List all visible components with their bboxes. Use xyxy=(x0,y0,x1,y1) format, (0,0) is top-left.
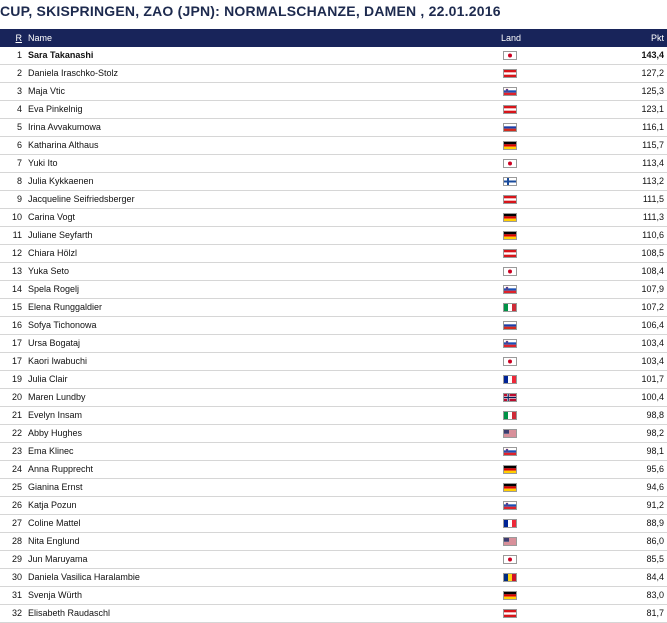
flag-ger-icon xyxy=(503,591,517,600)
rank-cell: 13 xyxy=(11,266,22,276)
table-row[interactable] xyxy=(0,83,667,101)
country-flag-icon xyxy=(503,465,517,474)
rank-cell: 28 xyxy=(11,536,22,546)
rank-cell: 31 xyxy=(11,590,22,600)
flag-ger-icon xyxy=(503,231,517,240)
rank-cell: 16 xyxy=(11,320,22,330)
flag-ita-icon xyxy=(503,303,517,312)
country-flag-icon xyxy=(503,339,517,348)
flag-usa-icon xyxy=(503,537,517,546)
athlete-name: Katja Pozun xyxy=(28,500,77,510)
country-flag-icon xyxy=(503,411,517,420)
points-cell: 98,2 xyxy=(646,428,664,438)
flag-rus-icon xyxy=(503,321,517,330)
table-row[interactable] xyxy=(0,209,667,227)
athlete-name: Yuki Ito xyxy=(28,158,58,168)
points-cell: 108,4 xyxy=(641,266,664,276)
flag-aut-icon xyxy=(503,195,517,204)
table-row[interactable] xyxy=(0,173,667,191)
flag-slo-icon xyxy=(503,87,517,96)
points-cell: 88,9 xyxy=(646,518,664,528)
table-row[interactable] xyxy=(0,317,667,335)
flag-rou-icon xyxy=(503,573,517,582)
table-row[interactable] xyxy=(0,119,667,137)
points-cell: 110,6 xyxy=(642,230,664,240)
table-row[interactable] xyxy=(0,407,667,425)
athlete-name: Jacqueline Seifriedsberger xyxy=(28,194,135,204)
athlete-name: Ursa Bogataj xyxy=(28,338,81,348)
table-row[interactable] xyxy=(0,443,667,461)
table-row[interactable] xyxy=(0,605,667,623)
header-name[interactable]: Name xyxy=(28,33,53,43)
country-flag-icon xyxy=(503,591,517,600)
country-flag-icon xyxy=(503,141,517,150)
table-header xyxy=(0,29,667,47)
table-row[interactable] xyxy=(0,587,667,605)
country-flag-icon xyxy=(503,501,517,510)
country-flag-icon xyxy=(503,267,517,276)
rank-cell: 11 xyxy=(12,230,22,240)
points-cell: 125,3 xyxy=(641,86,664,96)
country-flag-icon xyxy=(503,375,517,384)
country-flag-icon xyxy=(503,69,517,78)
points-cell: 86,0 xyxy=(646,536,664,546)
country-flag-icon xyxy=(503,123,517,132)
flag-aut-icon xyxy=(503,249,517,258)
table-row[interactable] xyxy=(0,281,667,299)
athlete-name: Katharina Althaus xyxy=(28,140,99,150)
results-table xyxy=(0,29,667,623)
table-row[interactable] xyxy=(0,191,667,209)
country-flag-icon xyxy=(503,105,517,114)
country-flag-icon xyxy=(503,303,517,312)
country-flag-icon xyxy=(503,555,517,564)
athlete-name: Evelyn Insam xyxy=(28,410,83,420)
points-cell: 116,1 xyxy=(642,122,664,132)
points-cell: 111,5 xyxy=(642,194,664,204)
rank-cell: 7 xyxy=(16,158,22,168)
table-row[interactable] xyxy=(0,137,667,155)
country-flag-icon xyxy=(503,249,517,258)
athlete-name: Irina Avvakumowa xyxy=(28,122,101,132)
rank-cell: 4 xyxy=(16,104,22,114)
athlete-name: Daniela Vasilica Haralambie xyxy=(28,572,140,582)
table-row[interactable] xyxy=(0,263,667,281)
points-cell: 143,4 xyxy=(641,50,664,60)
flag-jpn-icon xyxy=(503,555,517,564)
rank-cell: 15 xyxy=(11,302,22,312)
flag-ger-icon xyxy=(503,213,517,222)
table-row[interactable] xyxy=(0,389,667,407)
flag-ita-icon xyxy=(503,411,517,420)
rank-cell: 23 xyxy=(11,446,22,456)
flag-fra-icon xyxy=(503,375,517,384)
athlete-name: Maja Vtic xyxy=(28,86,66,96)
country-flag-icon xyxy=(503,447,517,456)
athlete-name: Jun Maruyama xyxy=(28,554,88,564)
flag-aut-icon xyxy=(503,69,517,78)
points-cell: 106,4 xyxy=(641,320,664,330)
country-flag-icon xyxy=(503,519,517,528)
rank-cell: 30 xyxy=(11,572,22,582)
rank-cell: 32 xyxy=(11,608,22,618)
table-row[interactable] xyxy=(0,245,667,263)
athlete-name: Maren Lundby xyxy=(28,392,86,402)
rank-cell: 17 xyxy=(11,338,22,348)
athlete-name: Sofya Tichonowa xyxy=(28,320,97,330)
rank-cell: 20 xyxy=(11,392,22,402)
rank-cell: 26 xyxy=(11,500,22,510)
points-cell: 111,3 xyxy=(642,212,664,222)
points-cell: 95,6 xyxy=(646,464,664,474)
flag-ger-icon xyxy=(503,465,517,474)
table-row[interactable] xyxy=(0,479,667,497)
flag-usa-icon xyxy=(503,429,517,438)
rank-cell: 21 xyxy=(11,410,22,420)
header-land[interactable]: Land xyxy=(500,33,522,43)
rank-cell: 2 xyxy=(16,68,22,78)
flag-rus-icon xyxy=(503,123,517,132)
points-cell: 83,0 xyxy=(646,590,664,600)
athlete-name: Juliane Seyfarth xyxy=(28,230,93,240)
athlete-name: Elisabeth Raudaschl xyxy=(28,608,111,618)
table-row[interactable] xyxy=(0,155,667,173)
table-body xyxy=(0,47,667,623)
table-row[interactable] xyxy=(0,299,667,317)
points-cell: 98,1 xyxy=(646,446,664,456)
country-flag-icon xyxy=(503,159,517,168)
athlete-name: Elena Runggaldier xyxy=(28,302,103,312)
points-cell: 127,2 xyxy=(641,68,664,78)
points-cell: 103,4 xyxy=(641,356,664,366)
rank-cell: 1 xyxy=(16,50,22,60)
country-flag-icon xyxy=(503,609,517,618)
flag-nor-icon xyxy=(503,393,517,402)
athlete-name: Julia Clair xyxy=(28,374,68,384)
table-row[interactable] xyxy=(0,371,667,389)
flag-slo-icon xyxy=(503,285,517,294)
flag-ger-icon xyxy=(503,141,517,150)
rank-cell: 27 xyxy=(11,518,22,528)
country-flag-icon xyxy=(503,231,517,240)
header-rank[interactable]: R xyxy=(15,33,22,43)
table-row[interactable] xyxy=(0,515,667,533)
points-cell: 101,7 xyxy=(641,374,664,384)
rank-cell: 17 xyxy=(11,356,22,366)
rank-cell: 10 xyxy=(11,212,22,222)
points-cell: 98,8 xyxy=(646,410,664,420)
country-flag-icon xyxy=(503,321,517,330)
table-row[interactable] xyxy=(0,335,667,353)
points-cell: 84,4 xyxy=(646,572,664,582)
country-flag-icon xyxy=(503,537,517,546)
rank-cell: 29 xyxy=(11,554,22,564)
athlete-name: Anna Rupprecht xyxy=(28,464,94,474)
table-row[interactable] xyxy=(0,101,667,119)
flag-ger-icon xyxy=(503,483,517,492)
table-row[interactable] xyxy=(0,353,667,371)
points-cell: 113,4 xyxy=(642,158,664,168)
athlete-name: Julia Kykkaenen xyxy=(28,176,94,186)
flag-aut-icon xyxy=(503,105,517,114)
rank-cell: 25 xyxy=(11,482,22,492)
flag-slo-icon xyxy=(503,339,517,348)
athlete-name: Yuka Seto xyxy=(28,266,70,276)
country-flag-icon xyxy=(503,213,517,222)
rank-cell: 5 xyxy=(16,122,22,132)
athlete-name: Eva Pinkelnig xyxy=(28,104,83,114)
points-cell: 91,2 xyxy=(646,500,664,510)
athlete-name: Daniela Iraschko-Stolz xyxy=(28,68,119,78)
country-flag-icon xyxy=(503,195,517,204)
points-cell: 113,2 xyxy=(642,176,664,186)
table-row[interactable] xyxy=(0,227,667,245)
rank-cell: 12 xyxy=(11,248,22,258)
rank-cell: 9 xyxy=(16,194,22,204)
country-flag-icon xyxy=(503,573,517,582)
athlete-name: Svenja Würth xyxy=(28,590,83,600)
points-cell: 81,7 xyxy=(646,608,664,618)
country-flag-icon xyxy=(503,285,517,294)
country-flag-icon xyxy=(503,393,517,402)
rank-cell: 19 xyxy=(11,374,22,384)
flag-fra-icon xyxy=(503,519,517,528)
points-cell: 123,1 xyxy=(641,104,664,114)
rank-cell: 3 xyxy=(16,86,22,96)
rank-cell: 22 xyxy=(11,428,22,438)
points-cell: 108,5 xyxy=(641,248,664,258)
points-cell: 94,6 xyxy=(646,482,664,492)
country-flag-icon xyxy=(503,483,517,492)
table-row[interactable] xyxy=(0,533,667,551)
flag-aut-icon xyxy=(503,609,517,618)
page-title: CUP, SKISPRINGEN, ZAO (JPN): NORMALSCHANZE, DAMEN , 22.01.2016 xyxy=(0,3,501,19)
flag-jpn-icon xyxy=(503,357,517,366)
rank-cell: 6 xyxy=(16,140,22,150)
country-flag-icon xyxy=(503,429,517,438)
athlete-name: Carina Vogt xyxy=(28,212,76,222)
country-flag-icon xyxy=(503,357,517,366)
athlete-name: Abby Hughes xyxy=(28,428,83,438)
athlete-name: Ema Klinec xyxy=(28,446,74,456)
athlete-name: Spela Rogelj xyxy=(28,284,80,294)
rank-cell: 14 xyxy=(11,284,22,294)
flag-jpn-icon xyxy=(503,51,517,60)
points-cell: 100,4 xyxy=(641,392,664,402)
table-row[interactable] xyxy=(0,461,667,479)
points-cell: 115,7 xyxy=(642,140,664,150)
athlete-name: Chiara Hölzl xyxy=(28,248,78,258)
table-row[interactable] xyxy=(0,497,667,515)
rank-cell: 24 xyxy=(11,464,22,474)
table-row[interactable] xyxy=(0,425,667,443)
points-cell: 107,9 xyxy=(641,284,664,294)
athlete-name: Sara Takanashi xyxy=(28,50,94,60)
athlete-name: Kaori Iwabuchi xyxy=(28,356,88,366)
table-row[interactable] xyxy=(0,551,667,569)
table-row[interactable] xyxy=(0,65,667,83)
table-row[interactable] xyxy=(0,47,667,65)
athlete-name: Coline Mattel xyxy=(28,518,81,528)
table-row[interactable] xyxy=(0,569,667,587)
country-flag-icon xyxy=(503,51,517,60)
header-points[interactable]: Pkt xyxy=(650,33,664,43)
flag-jpn-icon xyxy=(503,267,517,276)
points-cell: 85,5 xyxy=(646,554,664,564)
rank-cell: 8 xyxy=(16,176,22,186)
country-flag-icon xyxy=(503,87,517,96)
flag-slo-icon xyxy=(503,501,517,510)
points-cell: 107,2 xyxy=(641,302,664,312)
flag-fin-icon xyxy=(503,177,517,186)
athlete-name: Nita Englund xyxy=(28,536,80,546)
athlete-name: Gianina Ernst xyxy=(28,482,83,492)
points-cell: 103,4 xyxy=(641,338,664,348)
flag-jpn-icon xyxy=(503,159,517,168)
country-flag-icon xyxy=(503,177,517,186)
flag-slo-icon xyxy=(503,447,517,456)
